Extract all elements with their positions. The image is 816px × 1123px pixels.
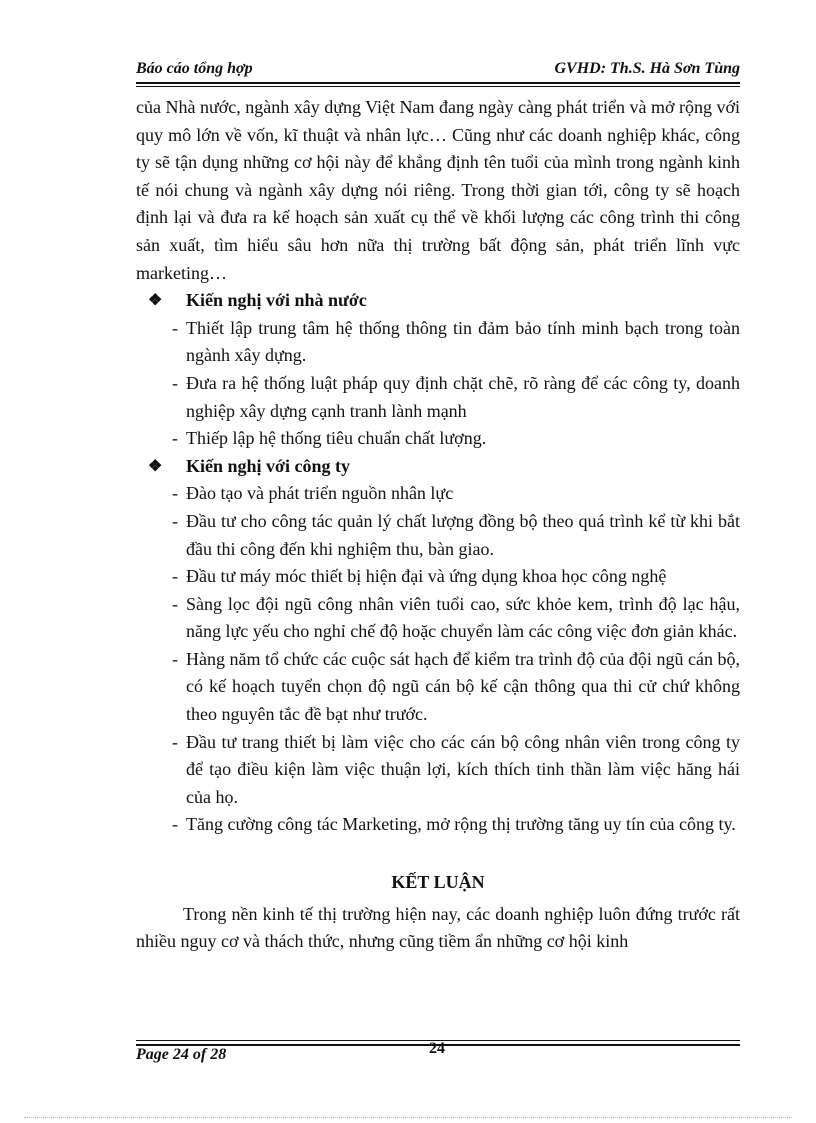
dash-icon: - bbox=[172, 593, 178, 614]
dash-icon: - bbox=[172, 372, 178, 393]
list-item bbox=[172, 508, 740, 563]
dash-icon: - bbox=[172, 428, 178, 449]
list-item-text: Thiếp lập hệ thống tiêu chuẩn chất lượng. bbox=[186, 428, 487, 449]
list-item bbox=[172, 729, 740, 812]
list-item-text: Hàng năm tổ chức các cuộc sát hạch để kiểm tra trình độ của đội ngũ cán bộ, có kế hoạch tuyển chọn độ ngũ cán bộ kế cận thông qua thi cử chứ không theo nguyên tắc đề bạt như trước. bbox=[186, 648, 740, 725]
list-item-text: Đào tạo và phát triển nguồn nhân lực bbox=[186, 483, 454, 504]
list-item-text: Thiết lập trung tâm hệ thống thông tin đảm bảo tính minh bạch trong toàn ngành xây dựng. bbox=[186, 317, 740, 366]
section-heading-text: Kiến nghị với công ty bbox=[186, 455, 350, 476]
page-body bbox=[136, 94, 740, 956]
list-item bbox=[172, 563, 740, 591]
list-item-text: Đầu tư cho công tác quản lý chất lượng đồng bộ theo quá trình kể từ khi bắt đầu thi công đến khi nghiệm thu, bàn giao. bbox=[186, 510, 740, 559]
list-item-text: Đưa ra hệ thống luật pháp quy định chặt chẽ, rõ ràng để các công ty, doanh nghiệp xây dựng cạnh tranh lành mạnh bbox=[186, 372, 740, 421]
header-rule-thin bbox=[136, 86, 740, 87]
list-item bbox=[172, 646, 740, 729]
list-item-text: Đầu tư trang thiết bị làm việc cho các cán bộ công nhân viên trong công ty để tạo điều kiện làm việc thuận lợi, kích thích tinh thần làm việc hăng hái của họ. bbox=[186, 731, 740, 807]
list-item-text: Sàng lọc đội ngũ công nhân viên tuổi cao, sức khỏe kem, trình độ lạc hậu, năng lực yếu cho nghỉ chế độ hoặc chuyển làm các công việc đơn giản khác. bbox=[186, 593, 740, 642]
dash-icon: - bbox=[172, 510, 178, 531]
list-item bbox=[172, 370, 740, 425]
intro-paragraph: của Nhà nước, ngành xây dựng Việt Nam đang ngày càng phát triển và mở rộng với quy mô lớn về vốn, kĩ thuật và nhân lực… Cũng như các doanh nghiệp khác, công ty sẽ tận dụng những cơ hội này để khẳng định tên tuổi của mình trong ngành kinh tế nói chung và ngành xây dựng nói riêng. Trong thời gian tới, công ty sẽ hoạch định lại và đưa ra kế hoạch sản xuất cụ thể về khối lượng các công trình thi công sản xuất, tìm hiểu sâu hơn nữa thị trường bất động sản, phát triển lĩnh vực marketing… bbox=[136, 97, 740, 283]
list-item bbox=[172, 425, 740, 453]
list-item bbox=[172, 591, 740, 646]
list-item-text: Đầu tư máy móc thiết bị hiện đại và ứng dụng khoa học công nghệ bbox=[186, 566, 667, 587]
list-item bbox=[172, 811, 740, 839]
conclusion-paragraph: Trong nền kinh tế thị trường hiện nay, các doanh nghiệp luôn đứng trước rất nhiều nguy cơ và thách thức, nhưng cũng tiềm ẩn những cơ hội kinh bbox=[136, 903, 740, 952]
dash-icon: - bbox=[172, 731, 178, 752]
list-item bbox=[172, 480, 740, 508]
dash-icon: - bbox=[172, 814, 178, 835]
section-heading-company bbox=[148, 453, 740, 481]
diamond-bullet-icon: ❖ bbox=[148, 457, 163, 475]
diamond-bullet-icon: ❖ bbox=[148, 292, 163, 310]
dash-icon: - bbox=[172, 317, 178, 338]
dash-icon: - bbox=[172, 483, 178, 504]
footer-page-number: 24 bbox=[429, 1040, 445, 1057]
section-heading-text: Kiến nghị với nhà nước bbox=[186, 290, 367, 311]
dash-icon: - bbox=[172, 566, 178, 587]
footer-page-label: Page 24 of 28 bbox=[136, 1046, 227, 1063]
header-right-supervisor: GVHD: Th.S. Hà Sơn Tùng bbox=[554, 60, 740, 77]
dash-icon: - bbox=[172, 648, 178, 669]
page-edge-divider bbox=[24, 1117, 792, 1118]
page-header bbox=[136, 60, 740, 78]
header-left-title: Báo cáo tổng hợp bbox=[136, 60, 253, 77]
header-rule bbox=[136, 82, 740, 84]
conclusion-title: KẾT LUẬN bbox=[391, 872, 485, 893]
section-heading-state bbox=[148, 287, 740, 315]
list-item bbox=[172, 315, 740, 370]
list-item-text: Tăng cường công tác Marketing, mở rộng thị trường tăng uy tín của công ty. bbox=[186, 814, 736, 835]
